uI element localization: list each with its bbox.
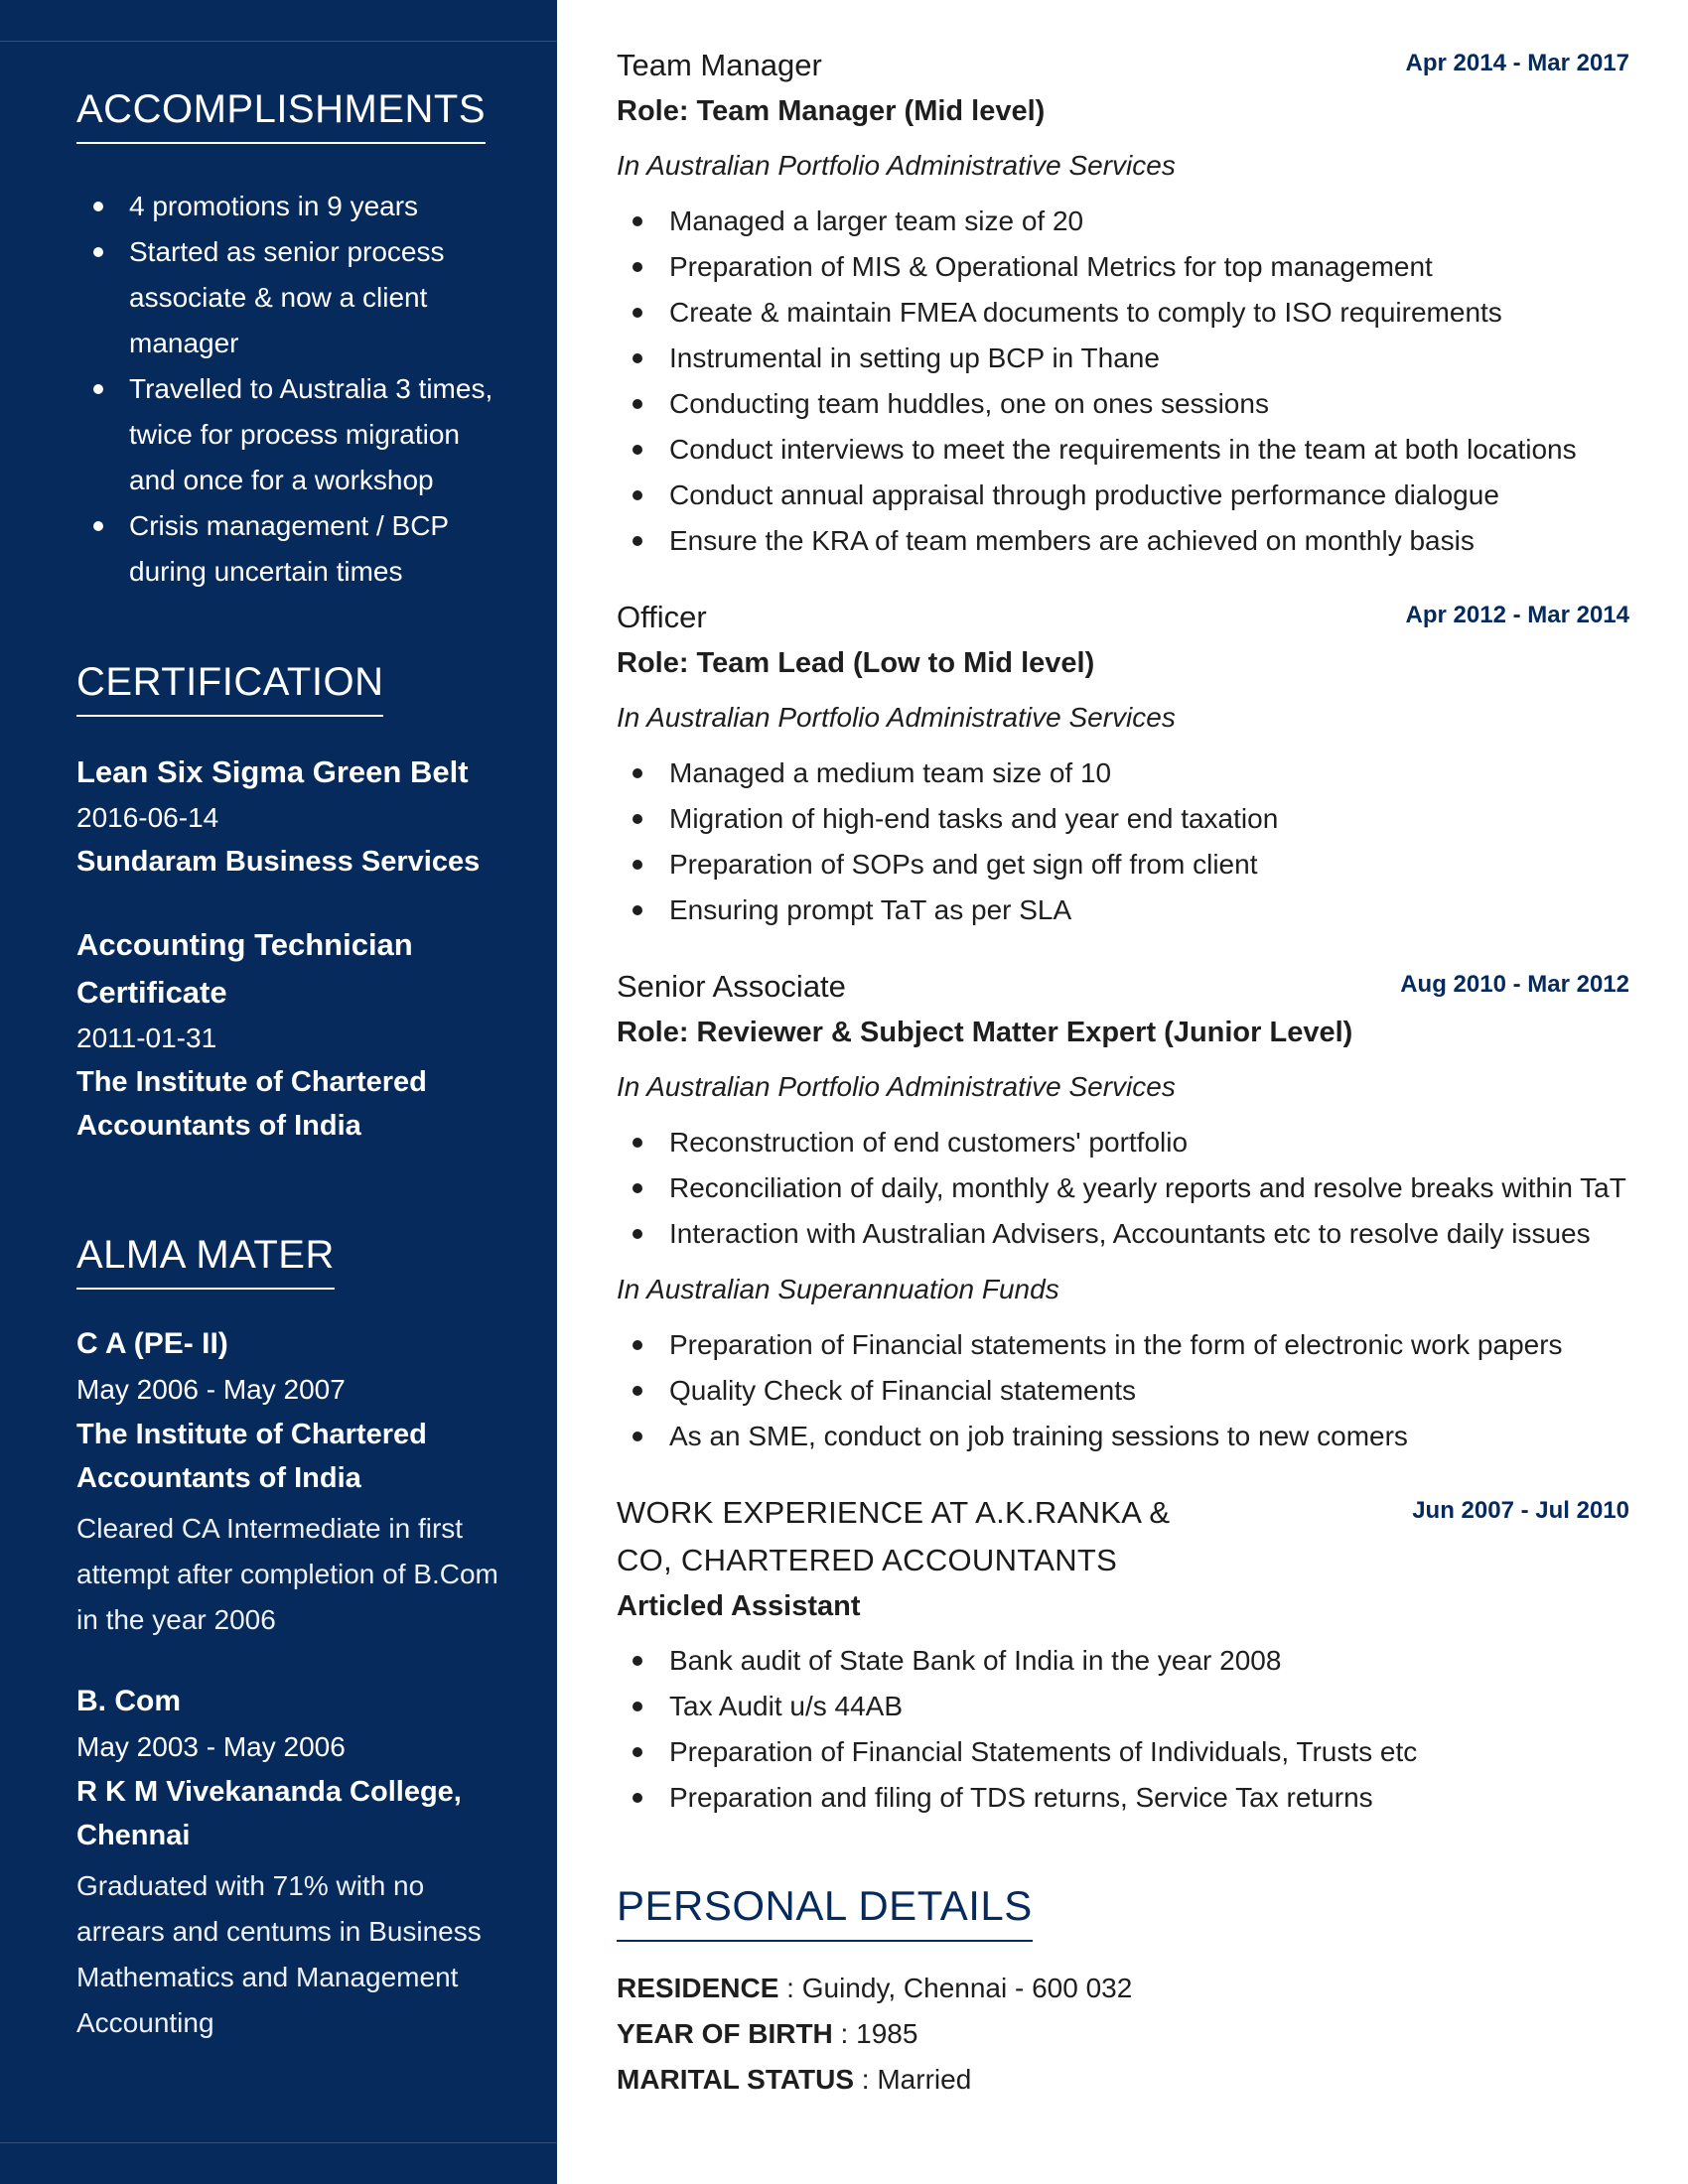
job-block (617, 143, 1629, 564)
job-bullet: Preparation and filing of TDS returns, Service Tax returns (617, 1775, 1629, 1821)
job-bullet: Managed a medium team size of 10 (617, 751, 1629, 796)
sidebar (0, 0, 557, 2184)
certification-list (76, 749, 513, 1148)
education-degree: C A (PE- II) (76, 1327, 228, 1360)
job-bullets (617, 751, 1629, 933)
certification-entry (76, 749, 513, 884)
job-bullets (617, 1322, 1629, 1459)
job-entry (617, 963, 1629, 1459)
education-degree: B. Com (76, 1685, 181, 1717)
job-bullet: Preparation of SOPs and get sign off from client (617, 842, 1629, 887)
job-bullets (617, 1638, 1629, 1821)
job-bullet: Ensure the KRA of team members are achieved on monthly basis (617, 518, 1629, 564)
job-entry (617, 42, 1629, 564)
job-bullet: Preparation of MIS & Operational Metrics for top management (617, 244, 1629, 290)
accomplishments-list (76, 184, 513, 595)
job-bullet: Managed a larger team size of 20 (617, 199, 1629, 244)
education-entry (76, 1679, 513, 2046)
job-title: Senior Associate (617, 969, 846, 1004)
education-entry (76, 1321, 513, 1643)
personal-detail-label: YEAR OF BIRTH (617, 2018, 833, 2049)
certification-date: 2011-01-31 (76, 1023, 217, 1053)
job-bullets (617, 199, 1629, 564)
job-bullets (617, 1120, 1629, 1257)
certification-heading: CERTIFICATION (76, 660, 383, 717)
personal-detail-row (617, 1966, 1629, 2011)
certification-issuer: The Institute of Chartered Accountants of India (76, 1066, 427, 1142)
personal-details-heading: PERSONAL DETAILS (617, 1882, 1033, 1942)
accomplishment-item: 4 promotions in 9 years (76, 184, 513, 229)
personal-details-section (617, 1882, 1629, 2103)
certification-date: 2016-06-14 (76, 802, 219, 833)
job-dates: Apr 2014 - Mar 2017 (1405, 50, 1629, 76)
sidebar-top-divider (0, 41, 557, 42)
certification-section (76, 660, 513, 1148)
certification-entry (76, 921, 513, 1148)
personal-detail-row (617, 2011, 1629, 2057)
job-title: WORK EXPERIENCE AT A.K.RANKA & CO, CHARTERED ACCOUNTANTS (617, 1495, 1171, 1577)
job-block (617, 1064, 1629, 1257)
job-bullet: Create & maintain FMEA documents to comply to ISO requirements (617, 290, 1629, 336)
job-bullet: Quality Check of Financial statements (617, 1368, 1629, 1414)
job-dates: Apr 2012 - Mar 2014 (1405, 602, 1629, 628)
job-bullet: Conducting team huddles, one on ones sessions (617, 381, 1629, 427)
sidebar-content (76, 87, 513, 2082)
job-role: Role: Reviewer & Subject Matter Expert (Junior Level) (617, 1017, 1353, 1048)
job-bullet: Tax Audit u/s 44AB (617, 1684, 1629, 1729)
job-bullet: Preparation of Financial statements in the form of electronic work papers (617, 1322, 1629, 1368)
accomplishment-item: Started as senior process associate & now a client manager (76, 229, 513, 366)
accomplishment-item: Crisis management / BCP during uncertain times (76, 503, 513, 595)
job-role: Role: Team Manager (Mid level) (617, 95, 1046, 127)
sidebar-bottom-divider (0, 2142, 557, 2143)
certification-issuer: Sundaram Business Services (76, 846, 481, 878)
job-bullet: Reconstruction of end customers' portfolio (617, 1120, 1629, 1165)
education-school: R K M Vivekananda College, Chennai (76, 1776, 462, 1851)
education-dates: May 2003 - May 2006 (76, 1731, 346, 1762)
job-bullet: Preparation of Financial Statements of Individuals, Trusts etc (617, 1729, 1629, 1775)
personal-detail-row (617, 2057, 1629, 2103)
job-department: In Australian Portfolio Administrative Services (617, 150, 1176, 181)
job-entry (617, 594, 1629, 933)
job-bullet: Conduct annual appraisal through productive performance dialogue (617, 473, 1629, 518)
education-dates: May 2006 - May 2007 (76, 1374, 346, 1405)
job-bullet: Bank audit of State Bank of India in the year 2008 (617, 1638, 1629, 1684)
education-school: The Institute of Chartered Accountants of India (76, 1419, 427, 1494)
job-bullet: As an SME, conduct on job training sessions to new comers (617, 1414, 1629, 1459)
accomplishments-section (76, 87, 513, 595)
job-bullet: Instrumental in setting up BCP in Thane (617, 336, 1629, 381)
job-dates: Aug 2010 - Mar 2012 (1400, 971, 1629, 998)
job-entry (617, 1489, 1629, 1821)
alma-mater-heading: ALMA MATER (76, 1233, 335, 1290)
education-note: Cleared CA Intermediate in first attempt after completion of B.Com in the year 2006 (76, 1513, 498, 1635)
personal-detail-value: : Guindy, Chennai - 600 032 (778, 1973, 1133, 2003)
main-content (617, 42, 1629, 2103)
job-bullet: Reconciliation of daily, monthly & yearly reports and resolve breaks within TaT (617, 1165, 1629, 1211)
personal-details-list (617, 1966, 1629, 2103)
job-department: In Australian Portfolio Administrative Services (617, 1071, 1176, 1102)
job-department: In Australian Portfolio Administrative Services (617, 702, 1176, 733)
job-bullet: Ensuring prompt TaT as per SLA (617, 887, 1629, 933)
education-list (76, 1321, 513, 2046)
job-block (617, 695, 1629, 933)
certification-title: Lean Six Sigma Green Belt (76, 754, 469, 789)
accomplishments-heading: ACCOMPLISHMENTS (76, 87, 486, 144)
job-bullet: Interaction with Australian Advisers, Accountants etc to resolve daily issues (617, 1211, 1629, 1257)
job-title: Team Manager (617, 48, 822, 82)
certification-title: Accounting Technician Certificate (76, 927, 413, 1010)
job-bullet: Migration of high-end tasks and year end taxation (617, 796, 1629, 842)
job-block (617, 1267, 1629, 1459)
job-role: Articled Assistant (617, 1590, 861, 1622)
job-department: In Australian Superannuation Funds (617, 1274, 1059, 1304)
job-title: Officer (617, 600, 707, 634)
personal-detail-value: : Married (854, 2064, 972, 2095)
education-note: Graduated with 71% with no arrears and centums in Business Mathematics and Management Accounting (76, 1870, 482, 2038)
accomplishment-item: Travelled to Australia 3 times, twice for process migration and once for a workshop (76, 366, 513, 503)
alma-mater-section (76, 1233, 513, 2046)
job-role: Role: Team Lead (Low to Mid level) (617, 647, 1095, 679)
personal-detail-value: : 1985 (832, 2018, 918, 2049)
personal-detail-label: RESIDENCE (617, 1973, 779, 2003)
job-bullet: Conduct interviews to meet the requirements in the team at both locations (617, 427, 1629, 473)
job-dates: Jun 2007 - Jul 2010 (1412, 1497, 1629, 1524)
personal-detail-label: MARITAL STATUS (617, 2064, 855, 2095)
